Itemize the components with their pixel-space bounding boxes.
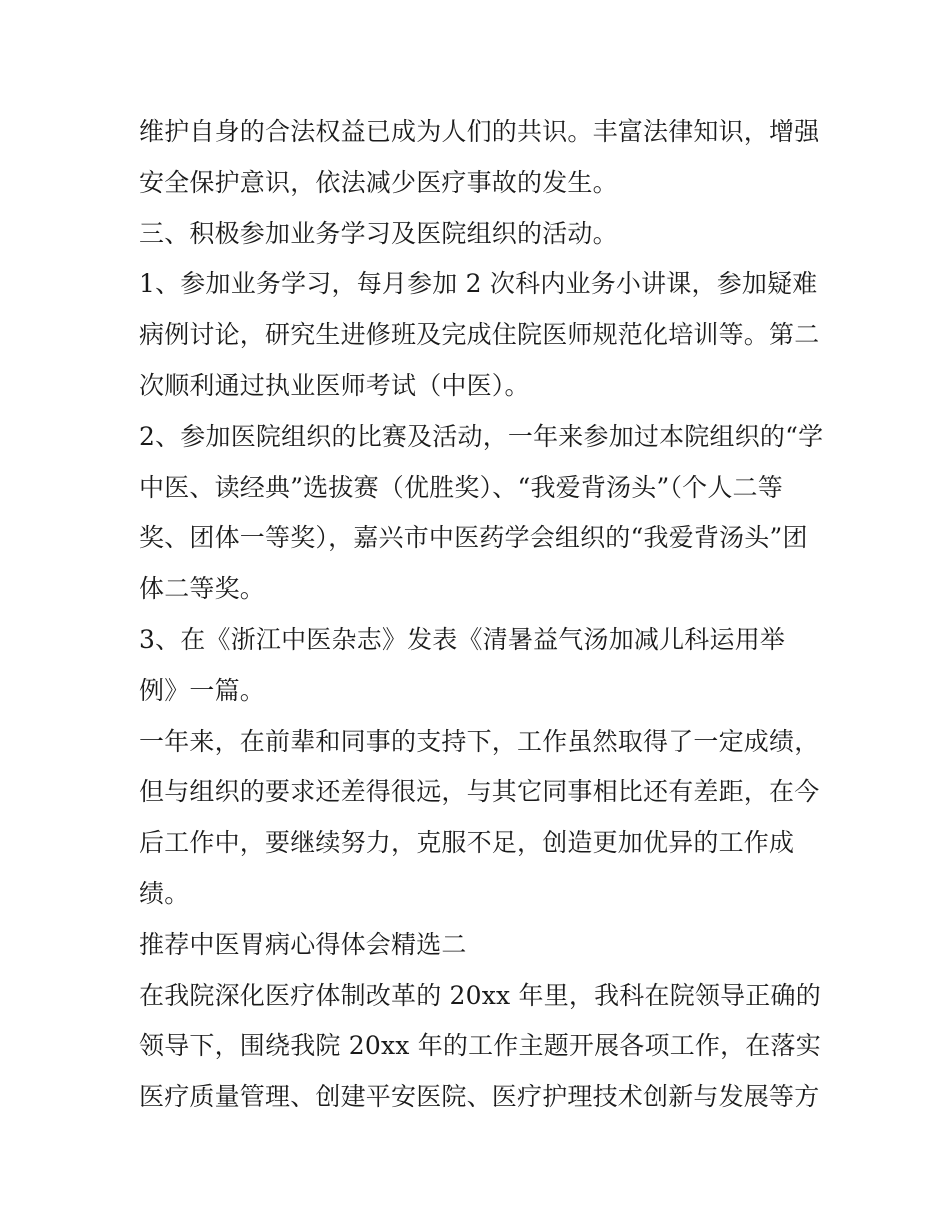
text-line: 但与组织的要求还差得很远，与其它同事相比还有差距，在今 — [139, 777, 820, 807]
text-line: 医疗质量管理、创建平安医院、医疗护理技术创新与发展等方 — [139, 1082, 820, 1112]
text-line: 奖、团体一等奖），嘉兴市中医药学会组织的“我爱背汤头”团 — [139, 523, 808, 553]
text-line: 维护自身的合法权益已成为人们的共识。丰富法律知识，增强 — [139, 117, 820, 146]
text-line: 安全保护意识，依法减少医疗事故的发生。 — [139, 167, 618, 197]
text-line: 病例讨论，研究生进修班及完成住院医师规范化培训等。第二 — [139, 320, 820, 350]
article-title: 推荐中医胃病心得体会精选二 — [139, 929, 467, 959]
text-line: 例》一篇。 — [139, 675, 266, 705]
text-line: 1、参加业务学习，每月参加 2 次科内业务小讲课，参加疑难 — [139, 269, 818, 299]
body-text — [139, 107, 824, 1123]
text-line: 中医、读经典”选拔赛（优胜奖）、“我爱背汤头”（个人二等 — [139, 472, 783, 502]
text-line: 3、在《浙江中医杂志》发表《清暑益气汤加减儿科运用举 — [139, 624, 786, 654]
text-line: 绩。 — [139, 878, 190, 908]
text-line: 领导下，围绕我院 20xx 年的工作主题开展各项工作，在落实 — [139, 1031, 821, 1061]
text-line: 次顺利通过执业医师考试（中医）。 — [139, 370, 530, 400]
text-line: 一年来，在前辈和同事的支持下，工作虽然取得了一定成绩， — [139, 726, 820, 756]
text-line: 体二等奖。 — [139, 574, 266, 604]
section-heading: 三、积极参加业务学习及医院组织的活动。 — [139, 218, 618, 248]
text-line: 在我院深化医疗体制改革的 20xx 年里，我科在院领导正确的 — [139, 980, 821, 1010]
text-line: 2、参加医院组织的比赛及活动，一年来参加过本院组织的“学 — [139, 421, 824, 451]
text-line: 后工作中，要继续努力，克服不足，创造更加优异的工作成 — [139, 828, 795, 858]
